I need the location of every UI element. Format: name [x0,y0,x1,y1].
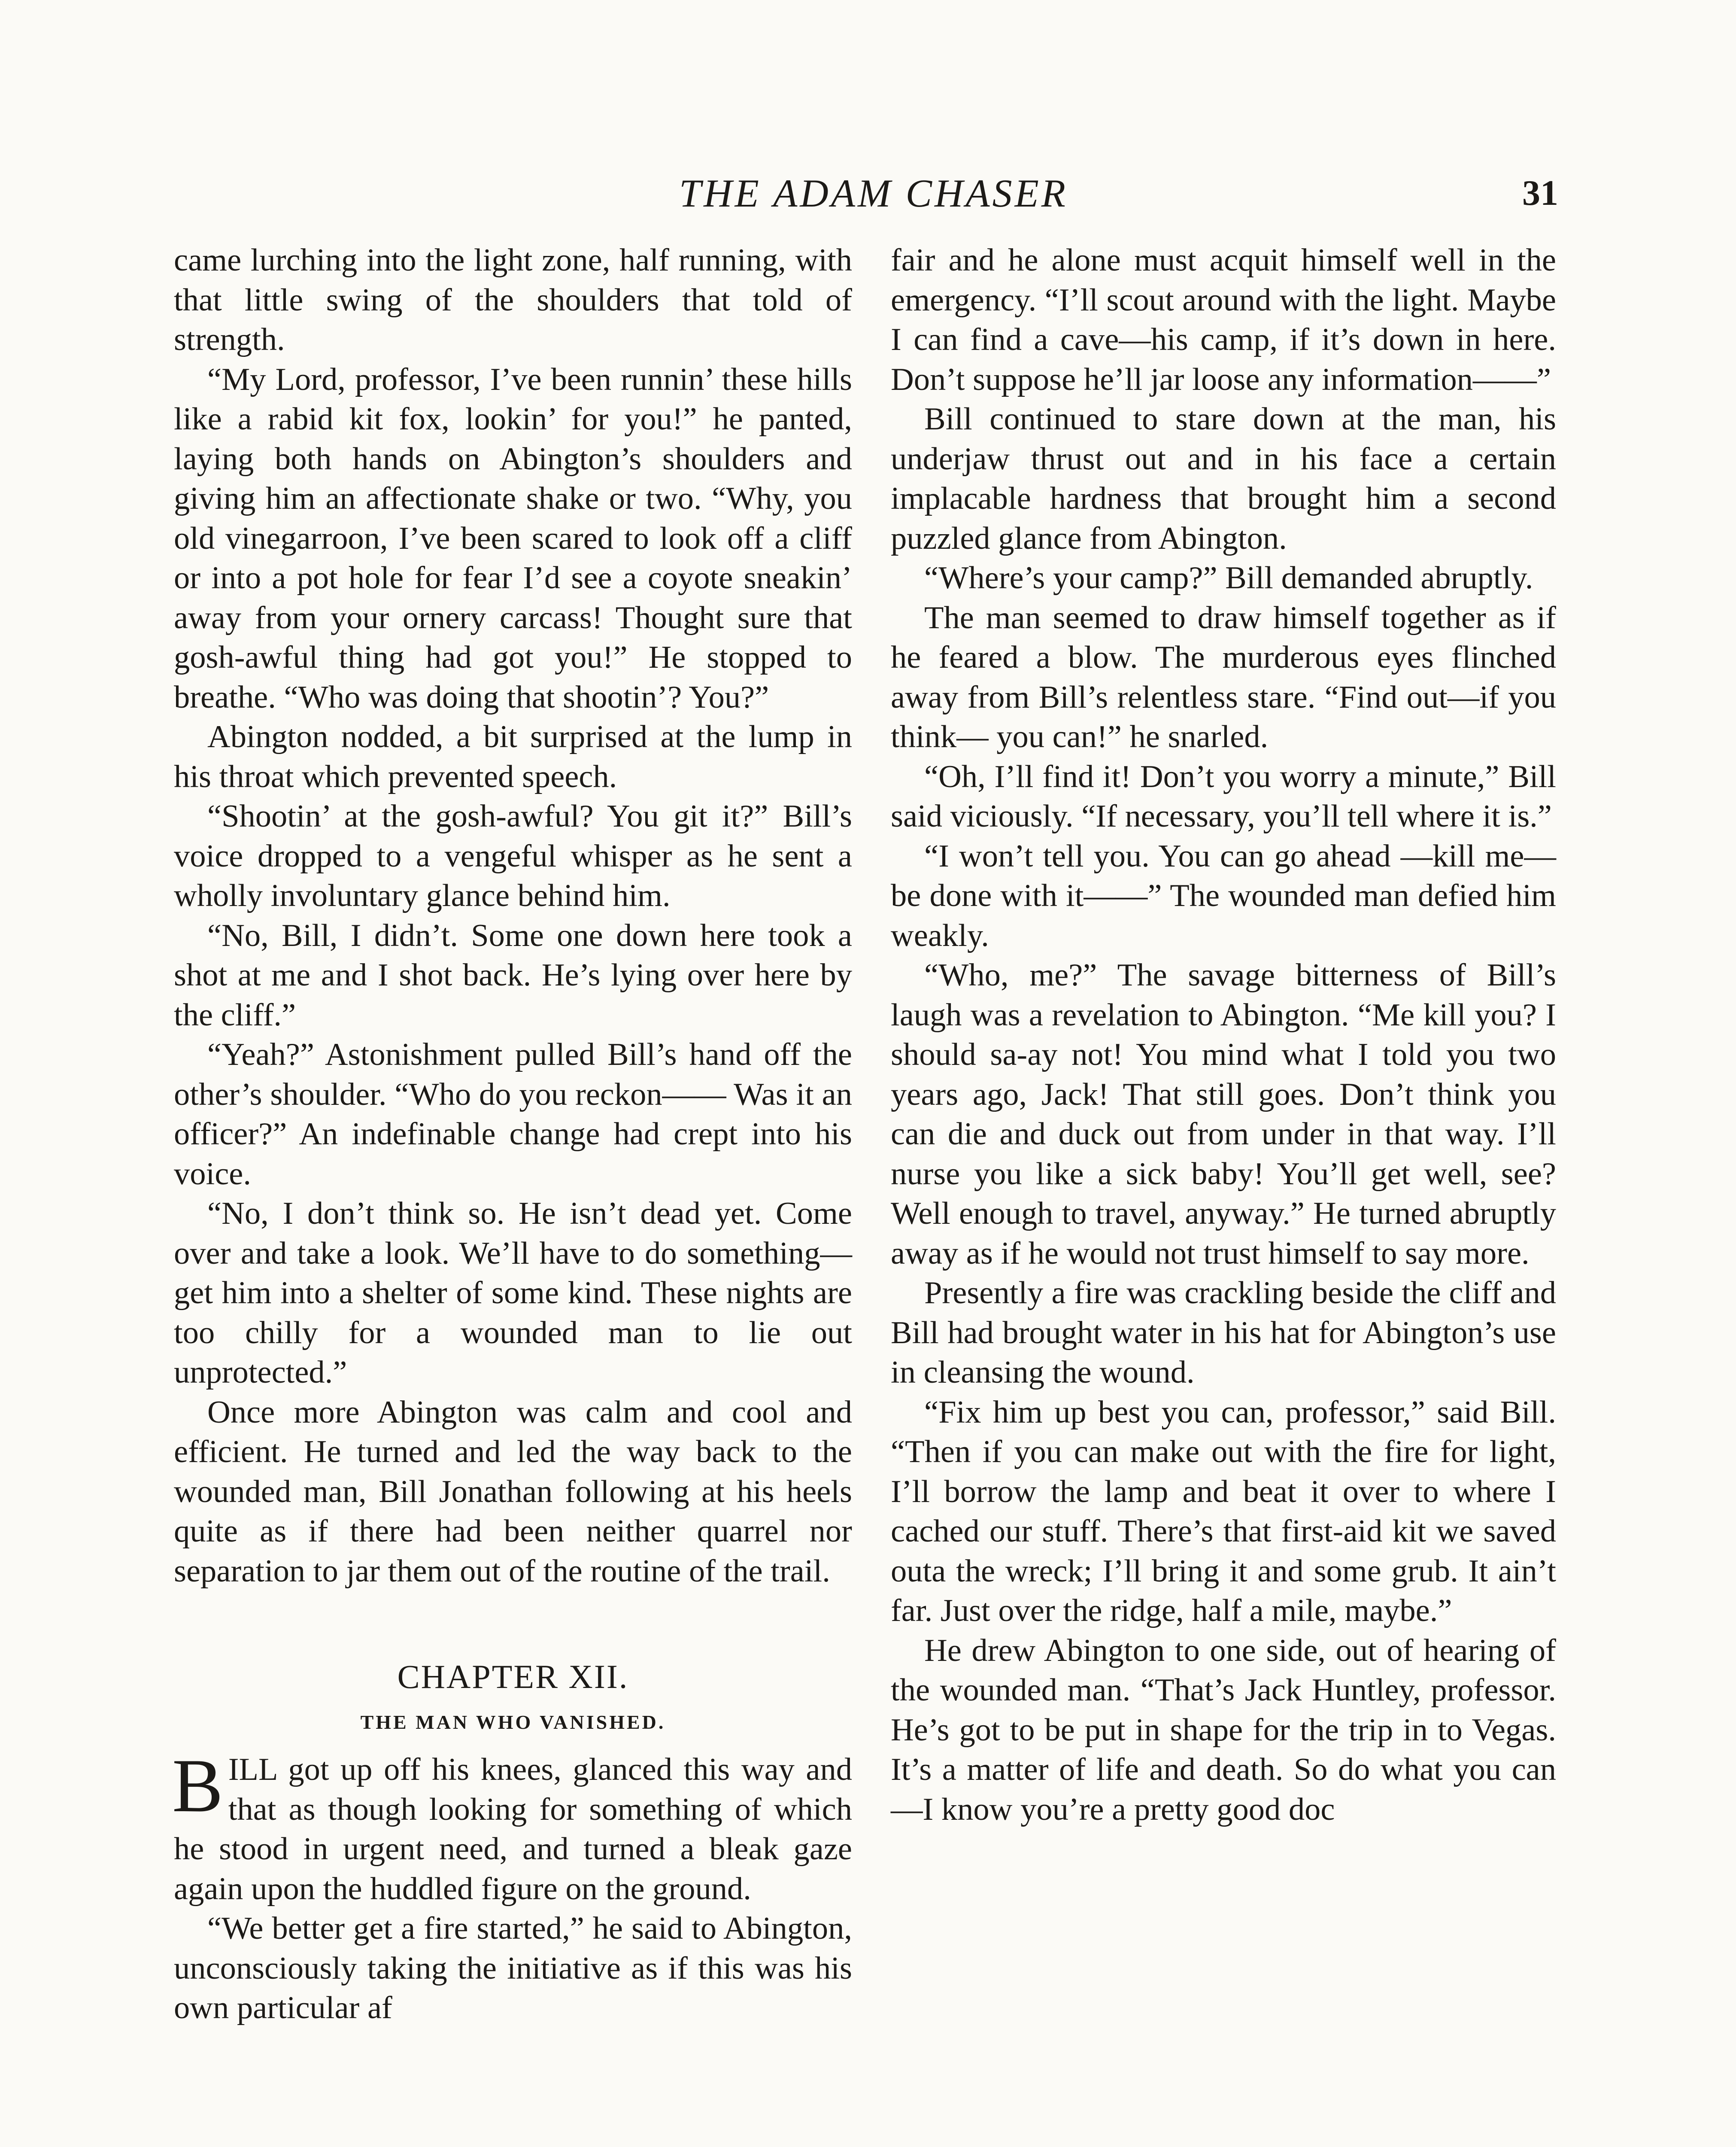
chapter-opening-text: ILL got up off his knees, glanced this way and that as though looking for something of which he stood in urgent need, and turned a bleak gaze again upon the huddled figure on the ground. [174,1752,852,1907]
drop-cap: B [172,1743,223,1828]
paragraph: fair and he alone must acquit himself well in the emergency. “I’ll scout around with the light. Maybe I can find a cave—his camp, if it’s down in here. Don’t suppose he’ll jar loose any information——” [891,243,1556,397]
page-number: 31 [1522,173,1558,213]
chapter-subtitle: THE MAN WHO VANISHED. [360,1711,666,1733]
paragraph: The man seemed to draw himself together as if he feared a blow. The murderous eyes flinched away from Bill’s relentless stare. “Find out—if you think— you can!” he snarled. [891,600,1556,754]
paragraph: Bill continued to stare down at the man, his underjaw thrust out and in his face a certain implacable hardness that brought him a second puzzled glance from Abington. [891,401,1556,556]
paragraph: Abington nodded, a bit surprised at the lump in his throat which prevented speech. [174,719,852,794]
paragraph: He drew Abington to one side, out of hearing of the wounded man. “That’s Jack Huntley, professor. He’s got to be put in shape for the trip in to Vegas. It’s a matter of life and death. So do what you can—I know you’re a pretty good doc [891,1633,1556,1827]
paragraph: “Oh, I’ll find it! Don’t you worry a minute,” Bill said viciously. “If necessary, you’ll tell where it is.” [891,759,1556,834]
paragraph: “Who, me?” The savage bitterness of Bill’s laugh was a revelation to Abington. “Me kill you? I should sa-ay not! You mind what I told you two years ago, Jack! That still goes. Don’t think you can die and duck out from under in that way. I’ll nurse you like a sick baby! You’ll get well, see? Well enough to travel, anyway.” He turned abruptly away as if he would not trust himself to say more. [891,958,1556,1271]
paragraph: Presently a fire was crackling beside the cliff and Bill had brought water in his hat for Abington’s use in cleansing the wound. [891,1275,1556,1390]
paragraph: “Where’s your camp?” Bill demanded abruptly. [924,560,1533,596]
running-title: THE ADAM CHASER [679,171,1068,215]
paragraph: “Fix him up best you can, professor,” said Bill. “Then if you can make out with the fire for light, I’ll borrow the lamp and beat it over to where I cached our stuff. There’s that first-aid kit we saved outa the wreck; I’ll bring it and some grub. It ain’t far. Just over the ridge, half a mile, maybe.” [891,1394,1556,1628]
paragraph: “Shootin’ at the gosh-awful? You git it?” Bill’s voice dropped to a vengeful whisper as he sent a wholly involuntary glance behind him. [174,799,852,913]
paragraph: came lurching into the light zone, half running, with that little swing of the shoulders that told of strength. [174,243,852,357]
paragraph: “No, I don’t think so. He isn’t dead yet. Come over and take a look. We’ll have to do something—get him into a shelter of some kind. These nights are too chilly for a wounded man to lie out unprotected.” [174,1196,852,1390]
paragraph: “No, Bill, I didn’t. Some one down here took a shot at me and I shot back. He’s lying over here by the cliff.” [174,918,852,1033]
paragraph: “Yeah?” Astonishment pulled Bill’s hand off the other’s shoulder. “Who do you reckon—— Was it an officer?” An indefinable change had crept into his voice. [174,1037,852,1192]
chapter-opening-paragraph [172,1743,852,1909]
paragraph: “I won’t tell you. You can go ahead —kill me—be done with it——” The wounded man defied him weakly. [891,838,1556,953]
paragraph: “We better get a fire started,” he said to Abington, unconsciously taking the initiative as if this was his own particular af [174,1911,852,2025]
right-column [891,240,1556,1829]
chapter-heading: CHAPTER XII. [397,1658,629,1695]
paragraph: “My Lord, professor, I’ve been runnin’ these hills like a rabid kit fox, lookin’ for you!” he panted, laying both hands on Abington’s shoulders and giving him an affectionate shake or two. “Why, you old vinegarroon, I’ve been scared to look off a cliff or into a pot hole for fear I’d see a coyote sneakin’ away from your ornery carcass! Thought sure that gosh-awful thing had got you!” He stopped to breathe. “Who was doing that shootin’? You?” [174,362,852,715]
page-header [189,163,1558,223]
paragraph: Once more Abington was calm and cool and efficient. He turned and led the way back to the wounded man, Bill Jonathan following at his heels quite as if there had been neither quarrel nor separation to jar them out of the routine of the trail. [174,1394,852,1589]
left-column [174,240,852,2028]
